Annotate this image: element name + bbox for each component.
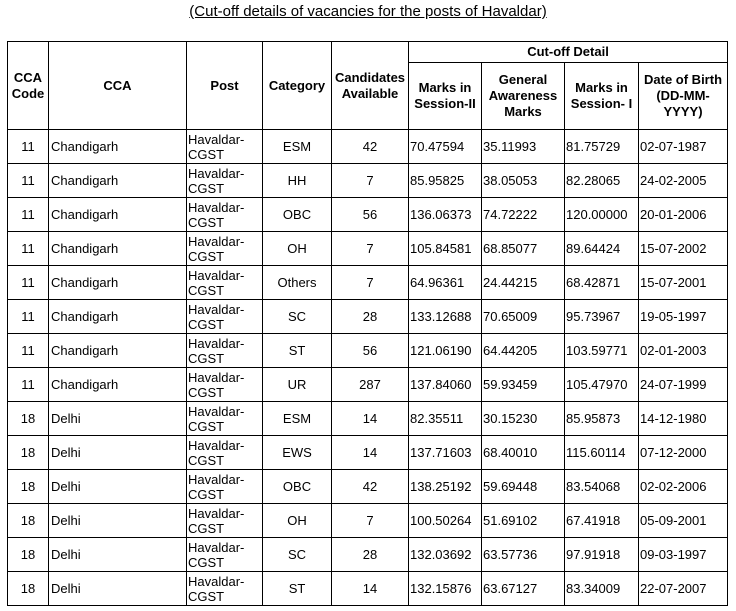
cell-candidates-available: 28 [332,538,409,572]
cell-post [187,334,263,368]
cell-category: ST [263,572,332,606]
cell-date-of-birth: 24-07-1999 [639,368,728,402]
header-post: Post [187,42,263,130]
cell-category: EWS [263,436,332,470]
table-row [8,198,728,232]
cell-cca: Chandigarh [49,232,187,266]
table-row [8,538,728,572]
cell-candidates-available: 28 [332,300,409,334]
cell-marks-session-1: 120.00000 [565,198,639,232]
post-label: Havaldar-CGST [188,539,245,570]
cell-date-of-birth: 15-07-2002 [639,232,728,266]
cell-cca: Chandigarh [49,266,187,300]
cell-marks-session-1: 95.73967 [565,300,639,334]
cell-category: OBC [263,198,332,232]
cell-general-awareness-marks: 63.57736 [482,538,565,572]
header-cca: CCA [49,42,187,130]
table-row [8,504,728,538]
cell-marks-session-1: 81.75729 [565,130,639,164]
cell-cca-code: 11 [8,300,49,334]
cell-cca: Chandigarh [49,334,187,368]
cell-cca: Delhi [49,402,187,436]
post-label: Havaldar-CGST [188,505,245,536]
cell-date-of-birth: 15-07-2001 [639,266,728,300]
table-row [8,266,728,300]
cell-cca: Chandigarh [49,164,187,198]
cell-category: ESM [263,130,332,164]
cell-candidates-available: 42 [332,470,409,504]
header-candidates-available: Candidates Available [332,42,409,130]
cell-date-of-birth: 02-01-2003 [639,334,728,368]
cell-candidates-available: 14 [332,436,409,470]
cell-category: Others [263,266,332,300]
table-body [8,130,728,606]
cell-general-awareness-marks: 70.65009 [482,300,565,334]
cell-cca-code: 11 [8,266,49,300]
post-label: Havaldar-CGST [188,233,245,264]
cell-candidates-available: 14 [332,572,409,606]
cell-category: SC [263,538,332,572]
cell-marks-session-1: 83.54068 [565,470,639,504]
cell-post [187,130,263,164]
table-row [8,164,728,198]
cell-general-awareness-marks: 64.44205 [482,334,565,368]
cell-category: SC [263,300,332,334]
cell-cca: Delhi [49,436,187,470]
cutoff-table [7,41,728,606]
header-marks-session-2: Marks in Session-II [409,63,482,130]
cell-date-of-birth: 24-02-2005 [639,164,728,198]
cell-marks-session-1: 103.59771 [565,334,639,368]
header-general-awareness-marks: General Awareness Marks [482,63,565,130]
cell-general-awareness-marks: 24.44215 [482,266,565,300]
cell-general-awareness-marks: 63.67127 [482,572,565,606]
post-label: Havaldar-CGST [188,165,245,196]
table-row [8,572,728,606]
post-label: Havaldar-CGST [188,301,245,332]
cell-date-of-birth: 05-09-2001 [639,504,728,538]
cell-category: OH [263,232,332,266]
post-label: Havaldar-CGST [188,471,245,502]
cell-cca: Delhi [49,504,187,538]
cell-marks-session-2: 136.06373 [409,198,482,232]
cell-post [187,266,263,300]
cell-cca: Delhi [49,470,187,504]
table-header [8,42,728,130]
cell-category: OH [263,504,332,538]
cell-post [187,198,263,232]
cell-date-of-birth: 07-12-2000 [639,436,728,470]
cell-date-of-birth: 02-02-2006 [639,470,728,504]
header-date-of-birth: Date of Birth (DD-MM-YYYY) [639,63,728,130]
cell-cca-code: 11 [8,130,49,164]
cell-post [187,300,263,334]
cell-marks-session-1: 67.41918 [565,504,639,538]
cell-category: OBC [263,470,332,504]
cell-cca-code: 18 [8,470,49,504]
cell-general-awareness-marks: 38.05053 [482,164,565,198]
cell-date-of-birth: 02-07-1987 [639,130,728,164]
cell-marks-session-2: 132.15876 [409,572,482,606]
cell-post [187,232,263,266]
table-row [8,130,728,164]
table-row [8,402,728,436]
cell-cca: Chandigarh [49,198,187,232]
cell-post [187,572,263,606]
cell-cca: Delhi [49,572,187,606]
cell-post [187,368,263,402]
cell-marks-session-2: 70.47594 [409,130,482,164]
cell-marks-session-1: 97.91918 [565,538,639,572]
cell-marks-session-1: 85.95873 [565,402,639,436]
cell-candidates-available: 287 [332,368,409,402]
cell-cca-code: 18 [8,436,49,470]
cell-cca-code: 18 [8,402,49,436]
cell-category: ESM [263,402,332,436]
post-label: Havaldar-CGST [188,199,245,230]
cell-general-awareness-marks: 30.15230 [482,402,565,436]
cell-cca: Delhi [49,538,187,572]
post-label: Havaldar-CGST [188,573,245,604]
cell-date-of-birth: 20-01-2006 [639,198,728,232]
cell-post [187,164,263,198]
cell-candidates-available: 7 [332,266,409,300]
cell-candidates-available: 56 [332,334,409,368]
cell-marks-session-2: 105.84581 [409,232,482,266]
cell-general-awareness-marks: 35.11993 [482,130,565,164]
table-row [8,436,728,470]
cell-marks-session-2: 137.84060 [409,368,482,402]
cell-marks-session-2: 64.96361 [409,266,482,300]
table-row [8,232,728,266]
cell-date-of-birth: 09-03-1997 [639,538,728,572]
cell-general-awareness-marks: 68.85077 [482,232,565,266]
cell-marks-session-1: 68.42871 [565,266,639,300]
cell-candidates-available: 14 [332,402,409,436]
cell-post [187,436,263,470]
table-row [8,334,728,368]
cell-cca: Chandigarh [49,368,187,402]
cell-marks-session-1: 83.34009 [565,572,639,606]
cell-cca-code: 11 [8,368,49,402]
post-label: Havaldar-CGST [188,369,245,400]
cell-cca-code: 11 [8,198,49,232]
post-label: Havaldar-CGST [188,437,245,468]
cell-cca-code: 18 [8,538,49,572]
cell-candidates-available: 42 [332,130,409,164]
cell-marks-session-1: 82.28065 [565,164,639,198]
table-row [8,300,728,334]
cell-cca-code: 11 [8,334,49,368]
cell-cca-code: 11 [8,232,49,266]
cell-marks-session-2: 121.06190 [409,334,482,368]
post-label: Havaldar-CGST [188,131,245,162]
cell-candidates-available: 56 [332,198,409,232]
cell-candidates-available: 7 [332,232,409,266]
cell-marks-session-2: 133.12688 [409,300,482,334]
table-row [8,368,728,402]
cell-cca-code: 18 [8,572,49,606]
cell-general-awareness-marks: 59.69448 [482,470,565,504]
cell-category: HH [263,164,332,198]
cell-marks-session-2: 137.71603 [409,436,482,470]
table-row [8,470,728,504]
cell-post [187,504,263,538]
cell-post [187,470,263,504]
cell-cca-code: 11 [8,164,49,198]
cell-general-awareness-marks: 74.72222 [482,198,565,232]
cell-general-awareness-marks: 51.69102 [482,504,565,538]
cell-marks-session-2: 138.25192 [409,470,482,504]
cell-marks-session-2: 85.95825 [409,164,482,198]
header-cca-code: CCA Code [8,42,49,130]
cell-candidates-available: 7 [332,504,409,538]
cell-category: ST [263,334,332,368]
cell-general-awareness-marks: 59.93459 [482,368,565,402]
cell-marks-session-2: 82.35511 [409,402,482,436]
cell-date-of-birth: 14-12-1980 [639,402,728,436]
page-title: (Cut-off details of vacancies for the posts of Havaldar) [189,3,547,20]
cell-category: UR [263,368,332,402]
cell-cca: Chandigarh [49,130,187,164]
cell-candidates-available: 7 [332,164,409,198]
header-category: Category [263,42,332,130]
cell-date-of-birth: 19-05-1997 [639,300,728,334]
post-label: Havaldar-CGST [188,403,245,434]
cell-marks-session-1: 115.60114 [565,436,639,470]
post-label: Havaldar-CGST [188,267,245,298]
cell-post [187,538,263,572]
cell-date-of-birth: 22-07-2007 [639,572,728,606]
post-label: Havaldar-CGST [188,335,245,366]
cell-marks-session-1: 89.64424 [565,232,639,266]
cell-cca-code: 18 [8,504,49,538]
cell-marks-session-2: 132.03692 [409,538,482,572]
header-cutoff-detail: Cut-off Detail [409,42,728,63]
cell-marks-session-1: 105.47970 [565,368,639,402]
cell-post [187,402,263,436]
cell-general-awareness-marks: 68.40010 [482,436,565,470]
cell-marks-session-2: 100.50264 [409,504,482,538]
header-marks-session-1: Marks in Session- I [565,63,639,130]
cell-cca: Chandigarh [49,300,187,334]
